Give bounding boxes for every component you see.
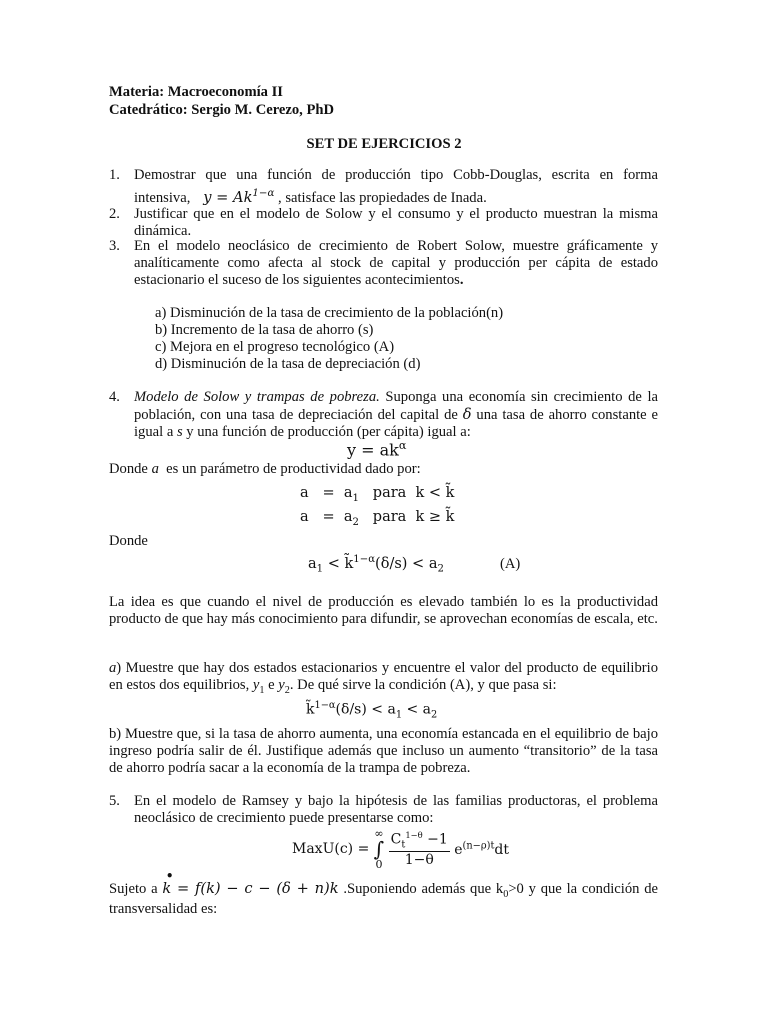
part-a-and: e (264, 677, 279, 693)
donde-a-pre: Donde (109, 461, 152, 477)
productivity-case-2: $a = a_2$ para k ≥ k̃ (300, 509, 455, 528)
exercise-5-number: 5. (109, 793, 120, 809)
exercise-4-text: Modelo de Solow y trampas de pobreza. Suponga una economía sin crecimiento de la población, con una tasa de depreciación del capital de δ una tasa de ahorro constante e igual a s y una función de producción (per cápita) igual a: (134, 389, 658, 440)
production-function-eq: $y = ak^\alpha$ (347, 439, 407, 460)
donde-a-post: es un parámetro de productividad dado por: (162, 461, 421, 477)
sujeto-post: .Suponiendo además que k (338, 881, 504, 897)
part-a-label: a (109, 660, 117, 676)
subject-line: Materia: Macroeconomía II (109, 84, 283, 100)
exercise-5-text: En el modelo de Ramsey y bajo la hipótesis de las familias productoras, el problema neoclásico de crecimiento puede presentarse como: (134, 793, 658, 826)
delta-symbol: δ (462, 406, 472, 423)
capital-accumulation-eq: k • = f(k) − c − (δ + n)k (162, 868, 339, 897)
exercise-1-line2 (134, 185, 658, 207)
exercise-3-text: En el modelo neoclásico de crecimiento de Robert Solow, muestre gráficamente y analíticamente como afecta al stock de capital y producción per cápita de estado estacionario el suceso de los siguientes acontecimientos. (134, 238, 658, 288)
exercise-1-number: 1. (109, 167, 120, 183)
part-b-paragraph: b) Muestre que, si la tasa de ahorro aumenta, una economía estancada en el equilibrio de bajo ingreso podría salir de él. Justifique además que incluso un aumento “transitorio” de la tasa de ahorro podría sacar a la economía de la trampa de pobreza. (109, 726, 658, 776)
exercise-3-body: En el modelo neoclásico de crecimiento de Robert Solow, muestre gráficamente y analíticamente como afecta al stock de capital y producción per cápita de estado estacionario el suceso de los siguientes acontecimientos (134, 238, 658, 288)
para-1: para (372, 485, 407, 501)
idea-paragraph: La idea es que cuando el nivel de producción es elevado también lo es la productividad producto de que hay más conocimiento para difundir, se aprovechan economías de escala, etc. (109, 594, 658, 627)
donde-a-line: Donde a es un parámetro de productividad dado por: (109, 461, 421, 477)
exercise-3-item-c: c) Mejora en el progreso tecnológico (A) (155, 339, 395, 355)
part-a-text1: ) Muestre que hay dos estados estacionarios y encuentre el valor del producto de equilibrio en estos dos equilibrios, (109, 660, 658, 693)
transversalidad-line: transversalidad es: (109, 901, 218, 917)
exercise-4-title: Modelo de Solow y trampas de pobreza. (134, 389, 380, 405)
exercise-4-t1: Suponga una economía sin crecimiento de la población, con una tasa de depreciación del capital de (134, 389, 658, 423)
productivity-case-1: $a = a_1$ para k < k̃ (300, 485, 455, 504)
professor-line: Catedrático: Sergio M. Cerezo, PhD (109, 102, 335, 118)
exercise-1-pre: intensiva, (134, 189, 191, 206)
exercise-2-text: Justificar que en el modelo de Solow y el consumo y el producto muestran la misma dinámica. (134, 206, 658, 239)
exercise-3-number: 3. (109, 238, 120, 254)
exercise-4-t3: y una función de producción (per cápita) igual a: (182, 424, 471, 440)
donde-label: Donde (109, 533, 148, 549)
sujeto-pre: Sujeto a (109, 881, 163, 897)
para-2: para (372, 509, 407, 525)
sujeto-line: Sujeto a k • = f(k) − c − (δ + n)k .Suponiendo además que $k_0>0$ y que la condición de (109, 868, 658, 900)
part-a-text2: . De qué sirve la condición (A), y que pasa si: (289, 677, 557, 693)
condition-A-eq: $a_1$ < k̃$^{1-\alpha}$(δ/s) < $a_2$ (308, 554, 444, 575)
exercise-4-t2: una tasa de ahorro constante e igual a (134, 407, 658, 440)
page-title: SET DE EJERCICIOS 2 (306, 136, 462, 152)
ramsey-objective-eq: MaxU(c) = ∞ ∫ 0 $\frac{C_t^{1-\theta} -1}{1-\theta}$ $e^{(n-\rho)t}dt$ (292, 827, 509, 871)
condition-A-label: (A) (500, 556, 521, 572)
exercise-4-number: 4. (109, 389, 120, 405)
exercise-1-post: , satisface las propiedades de Inada. (278, 189, 487, 206)
exercise-1-line1: Demostrar que una función de producción tipo Cobb-Douglas, escrita en forma (134, 167, 658, 183)
exercise-3-item-b: b) Incremento de la tasa de ahorro (s) (155, 322, 374, 338)
exercise-2-number: 2. (109, 206, 120, 222)
exercise-3-item-d: d) Disminución de la tasa de depreciación (d) (155, 356, 421, 372)
sujeto-end: >0 y que la condición de (508, 881, 658, 897)
exercise-3-item-a: a) Disminución de la tasa de crecimiento de la población(n) (155, 305, 504, 321)
part-a-paragraph: a) Muestre que hay dos estados estacionarios y encuentre el valor del producto de equilibrio en estos dos equilibrios, $y_1$ e $y_2$. De qué sirve la condición (A), y que pasa si: (109, 660, 658, 696)
low-trap-condition-eq: k̃$^{1-\alpha}$(δ/s) < $a_1 < a_2$ (306, 700, 438, 721)
cobb-douglas-formula: $y = Ak^{1-\alpha}$ (194, 188, 275, 206)
